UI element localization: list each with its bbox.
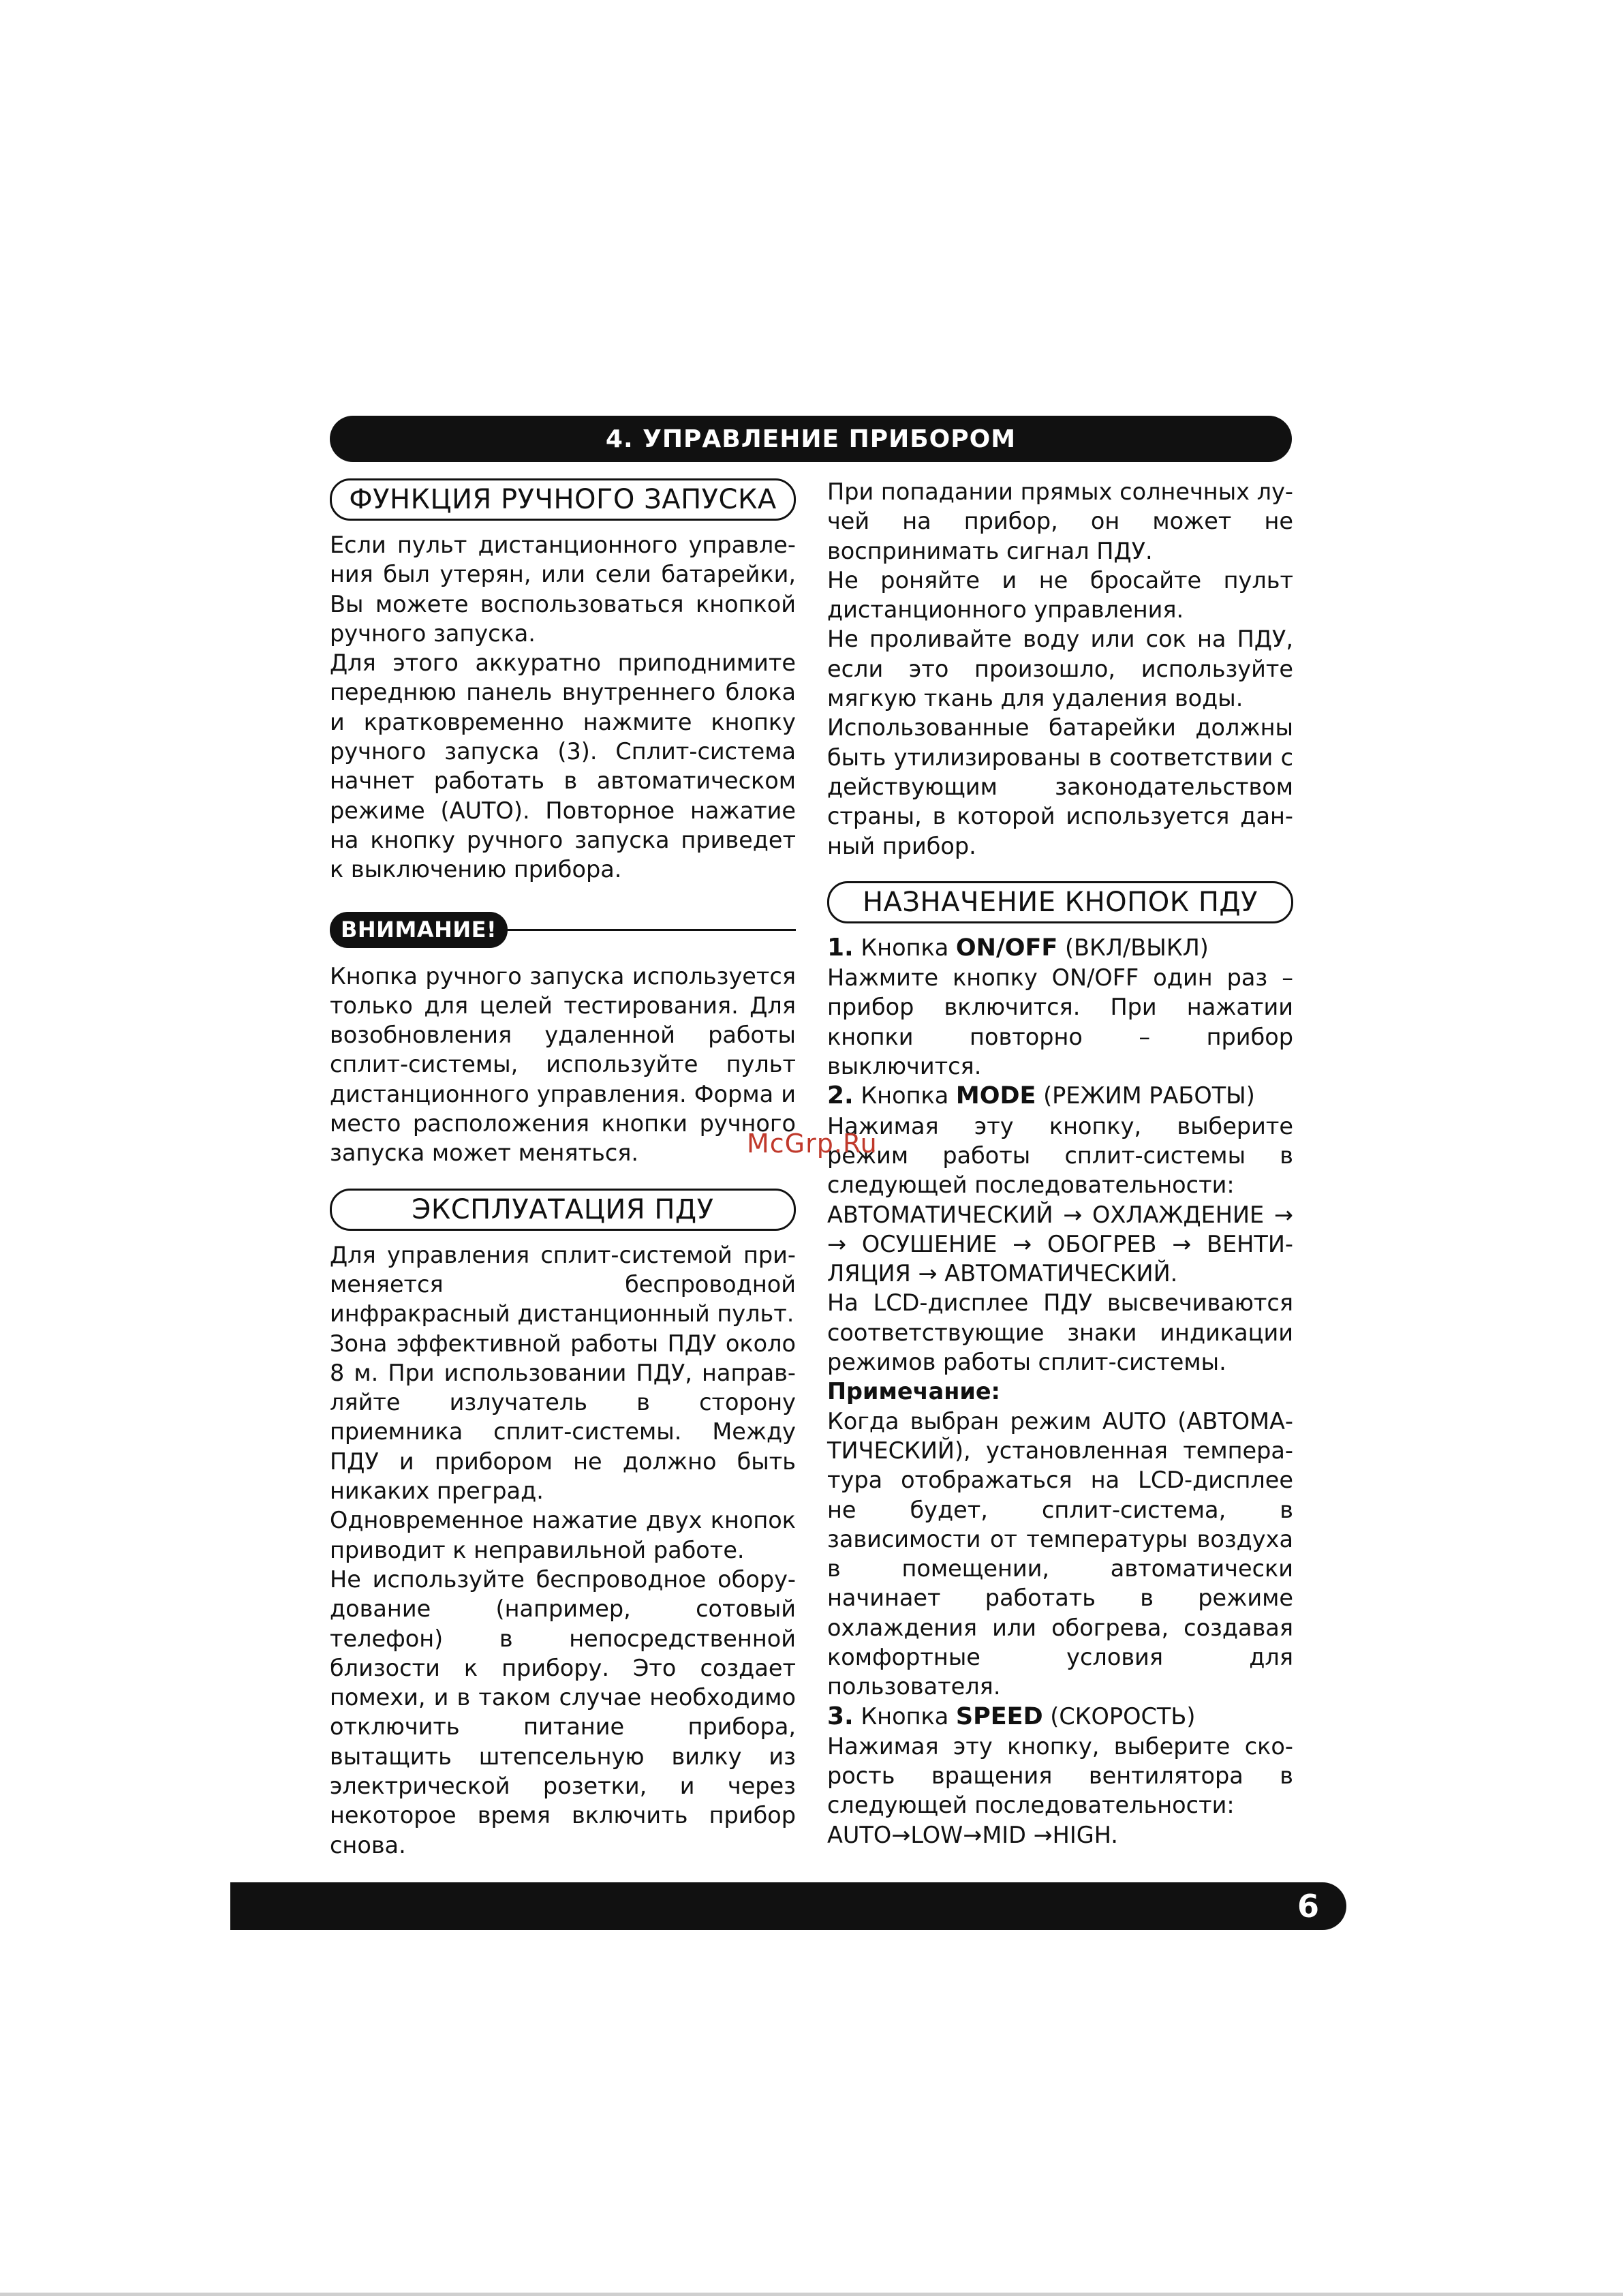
button-on-off-title	[827, 933, 1293, 963]
button-speed-title	[827, 1702, 1293, 1732]
note-text: Когда выбран режим AUTO (АВТОМАТИЧЕСКИЙ), установленная температура отображаться на LCD-дисплее не будет, сплит-система, в зависимости от температуры воздуха в помещении, автоматически начинает работать в режиме охлаждения или обогрева, создавая комфортные условия для пользователя.	[827, 1407, 1293, 1700]
button-on-off-text: Нажмите кнопку ON/OFF один раз – прибор включится. При нажатии кнопки повторно – прибор выключится.	[827, 964, 1293, 1080]
remote-operation-paragraph-1: Для управления сплит-системой применяется беспроводной инфракрасный дистанционный пульт.	[330, 1241, 796, 1328]
care-paragraph-1: При попадании прямых солнечных лучей на прибор, он может не воспринимать сигнал ПДУ.	[827, 478, 1293, 564]
button-number: 3.	[827, 1702, 854, 1730]
button-word: Кнопка	[861, 934, 949, 961]
care-paragraph-4: Использованные батарейки должны быть утилизированы в соответствии с действующим законодательством страны, в которой используется данный прибор.	[827, 714, 1293, 859]
section-header	[330, 416, 1292, 462]
button-translation: (РЕЖИМ РАБОТЫ)	[1043, 1082, 1255, 1109]
warning-divider	[508, 929, 796, 931]
footer-bar	[230, 1882, 1346, 1930]
button-translation: (СКОРОСТЬ)	[1050, 1702, 1196, 1730]
mode-sequence: АВТОМАТИЧЕСКИЙ → ОХЛАЖДЕНИЕ → → ОСУШЕНИЕ → ОБОГРЕВ → ВЕНТИЛЯЦИЯ → АВТОМАТИЧЕСКИЙ.	[827, 1201, 1293, 1287]
button-translation: (ВКЛ/ВЫКЛ)	[1064, 934, 1209, 961]
warning-badge: ВНИМАНИЕ!	[330, 912, 508, 948]
button-word: Кнопка	[861, 1082, 949, 1109]
care-paragraph-2: Не роняйте и не бросайте пульт дистанционного управления.	[827, 566, 1293, 624]
lcd-indication-text: На LCD-дисплее ПДУ высвечиваются соответствующие знаки индикации режимов работы сплит-системы.	[827, 1289, 1293, 1376]
buttons-heading-box	[827, 881, 1293, 923]
manual-start-paragraph-2: Для этого аккуратно приподнимите переднюю панель внутреннего блока и кратковременно нажмите кнопку ручного запуска (3). Сплит-система начнет работать в автоматическом режиме (AUTO). Повторное нажатие на кнопку ручного запуска приведет к выключению прибора.	[330, 649, 796, 883]
manual-start-heading-box	[330, 478, 796, 521]
button-number: 2.	[827, 1082, 854, 1110]
bottom-divider	[0, 2293, 1623, 2296]
page-number: 6	[1297, 1888, 1319, 1925]
speed-sequence: AUTO→LOW→MID →HIGH.	[827, 1821, 1118, 1848]
buttons-heading: НАЗНАЧЕНИЕ КНОПОК ПДУ	[862, 886, 1258, 918]
right-column	[827, 477, 1293, 1850]
button-key-name: MODE	[955, 1082, 1036, 1110]
watermark: McGrp.Ru	[747, 1129, 878, 1159]
button-mode-title	[827, 1081, 1293, 1111]
warning-text: Кнопка ручного запуска используется только для целей тестирования. Для возобновления удаленной работы сплит-системы, используйте пульт дистанционного управления. Форма и место расположения кнопки ручного запуска может меняться.	[330, 962, 796, 1167]
manual-start-heading: ФУНКЦИЯ РУЧНОГО ЗАПУСКА	[349, 484, 777, 515]
note-label: Примечание:	[827, 1378, 1000, 1405]
care-paragraph-3: Не проливайте воду или сок на ПДУ, если это произошло, используйте мягкую ткань для удаления воды.	[827, 626, 1293, 712]
button-word: Кнопка	[861, 1702, 949, 1730]
button-number: 1.	[827, 933, 854, 962]
warning-header	[330, 912, 796, 948]
remote-operation-paragraph-2: Зона эффективной работы ПДУ около 8 м. При использовании ПДУ, направляйте излучатель в сторону приемника сплит-системы. Между ПДУ и прибором не должно быть никаких преград.	[330, 1330, 796, 1505]
button-mode-text: Нажимая эту кнопку, выберите режим работы сплит-системы в следующей последовательности:	[827, 1112, 1293, 1199]
remote-operation-heading: ЭКСПЛУАТАЦИЯ ПДУ	[412, 1193, 714, 1225]
section-title: 4. УПРАВЛЕНИЕ ПРИБОРОМ	[605, 425, 1017, 453]
remote-operation-paragraph-4: Не используйте беспроводное оборудование (например, сотовый телефон) в непосредственной близости к прибору. Это создает помехи, и в таком случае необходимо отключить питание прибора, вытащить штепсельную вилку из электрической розетки, и через некоторое время включить прибор снова.	[330, 1565, 796, 1858]
remote-operation-paragraph-3: Одновременное нажатие двух кнопок приводит к неправильной работе.	[330, 1507, 796, 1563]
manual-start-paragraph-1: Если пульт дистанционного управления был утерян, или сели батарейки, Вы можете воспользоваться кнопкой ручного запуска.	[330, 532, 796, 647]
button-speed-text: Нажимая эту кнопку, выберите скорость вращения вентилятора в следующей последовательности:	[827, 1732, 1293, 1819]
remote-operation-heading-box	[330, 1189, 796, 1231]
button-key-name: SPEED	[955, 1702, 1043, 1730]
button-key-name: ON/OFF	[955, 934, 1058, 962]
left-column	[330, 477, 796, 1860]
